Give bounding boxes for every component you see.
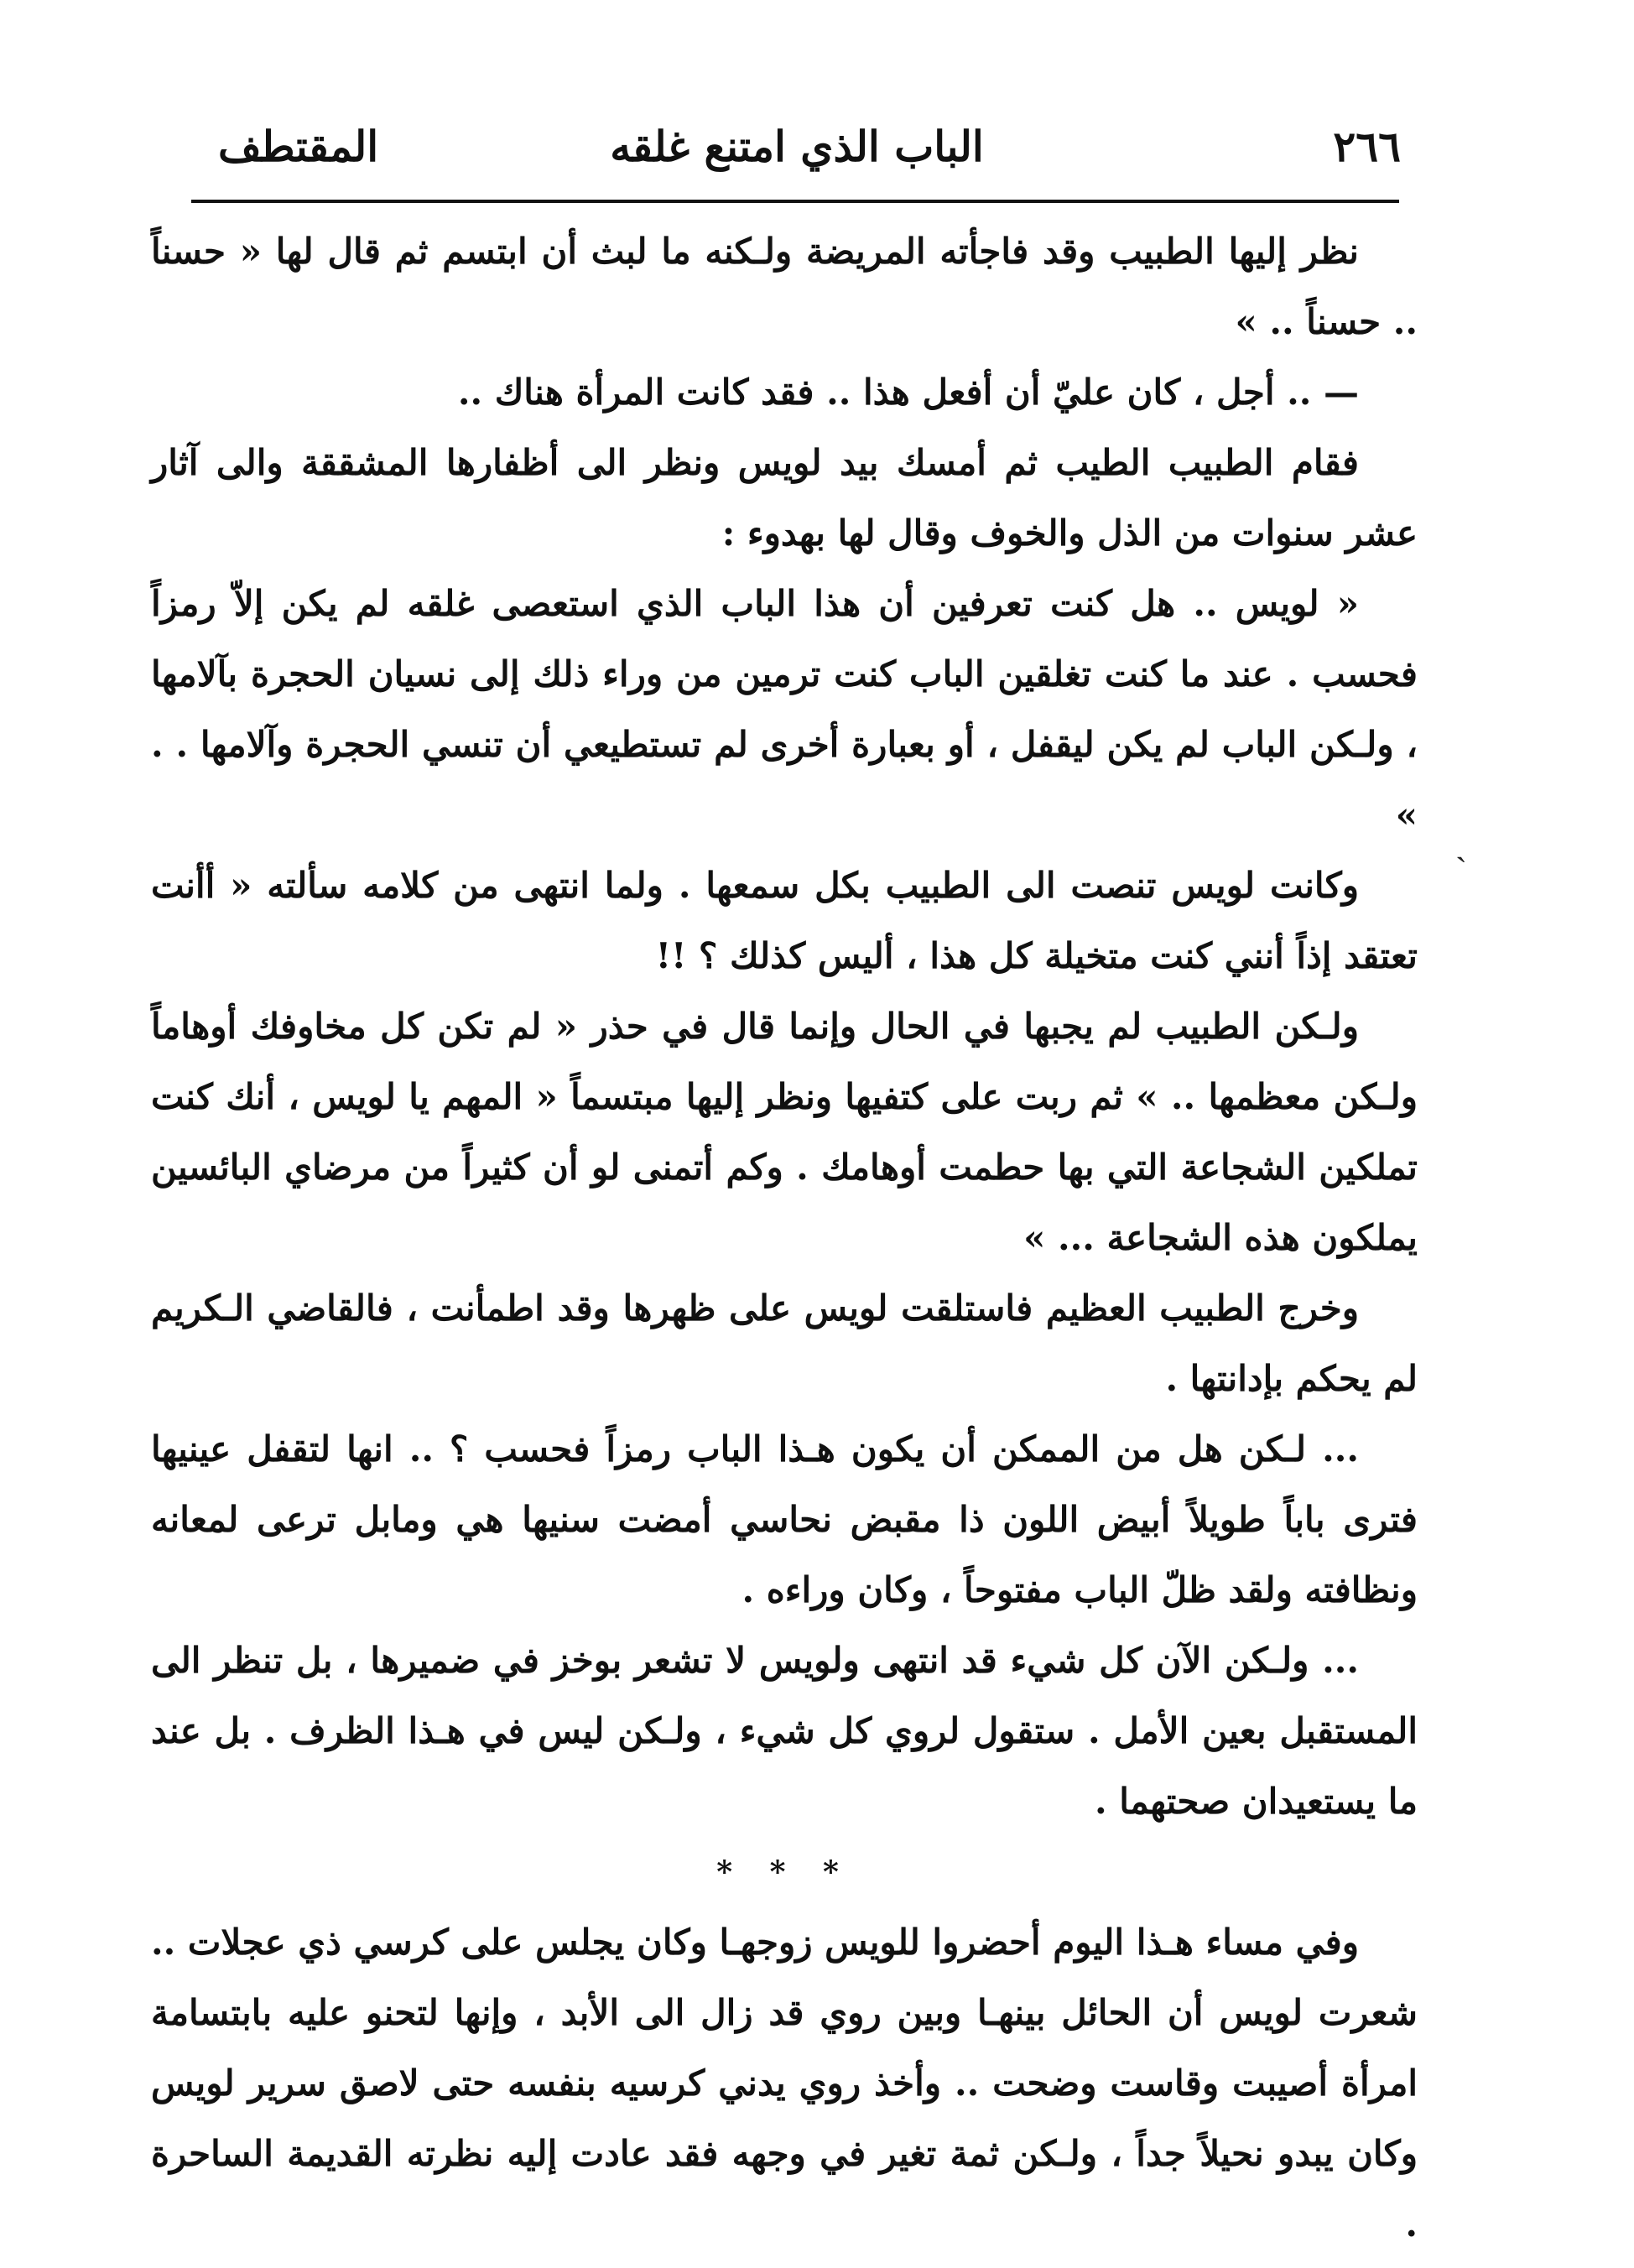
paragraph: ولـكن الطبيب لم يجبها في الحال وإنما قال في حذر « لم تكن كل مخاوفك أوهاماً ولـكن معظمها .. » ثم ربت على كتفيها ونظر إليها مبتسماً « المهم يا لويس ، أنك كنت تملكين الشجاعة التي بها حطمت أوهامك . وكم أتمنى لو أن كثيراً من مرضاي البائسين يملكون هذه الشجاعة ... » <box>151 1006 1418 1258</box>
margin-mark: ˎ <box>1455 822 1467 863</box>
chapter-title: الباب الذي امتنع غلقه <box>610 122 984 171</box>
journal-name: المقتطف <box>218 122 379 171</box>
paragraph: فقام الطبيب الطيب ثم أمسك بيد لويس ونظر الى أظفارها المشققة والى آثار عشر سنوات من الذل والخوف وقال لها بهدوء : <box>151 442 1418 554</box>
paragraph: ... ولـكن الآن كل شيء قد انتهى ولويس لا تشعر بوخز في ضميرها ، بل تنظر الى المستقبل بعين الأمل . ستقول لروي كل شيء ، ولـكن ليس في هـذا الظرف . بل عند ما يستعيدان صحتهما . <box>151 1640 1418 1822</box>
section-divider: * * * <box>716 1854 852 1890</box>
paragraph: وكانت لويس تنصت الى الطبيب بكل سمعها . ولما انتهى من كلامه سألته « أأنت تعتقد إذاً أنني كنت متخيلة كل هذا ، أليس كذلك ؟ !! <box>151 865 1418 976</box>
body-text <box>151 216 1418 2260</box>
header-rule <box>191 200 1399 203</box>
paragraph: وخرج الطبيب العظيم فاستلقت لويس على ظهرها وقد اطمأنت ، فالقاضي الـكريم لم يحكم بإدانتها . <box>151 1287 1418 1399</box>
paragraph: ... لـكن هل من الممكن أن يكون هـذا الباب رمزاً فحسب ؟ .. انها لتقفل عينيها فترى باباً طويلاً أبيض اللون ذا مقبض نحاسي أمضت سنيها هي ومابل ترعى لمعانه ونظافته ولقد ظلّ الباب مفتوحاً ، وكان وراءه . <box>151 1428 1418 1610</box>
paragraph: نظر إليها الطبيب وقد فاجأته المريضة ولـكنه ما لبث أن ابتسم ثم قال لها « حسناً .. حسناً .. » <box>151 231 1418 342</box>
paragraph: — .. أجل ، كان عليّ أن أفعل هذا .. فقد كانت المرأة هناك .. <box>457 372 1359 413</box>
paragraph: « لويس .. هل كنت تعرفين أن هذا الباب الذي استعصى غلقه لم يكن إلاّ رمزاً فحسب . عند ما كنت تغلقين الباب كنت ترمين من وراء ذلك إلى نسيان الحجرة بآلامها ، ولـكن الباب لم يكن ليقفل ، أو بعبارة أخرى لم تستطيعي أن تنسي الحجرة وآلامها . . » <box>151 583 1418 835</box>
paragraph: وفي مساء هـذا اليوم أحضروا للويس زوجهـا وكان يجلس على كرسي ذي عجلات .. شعرت لويس أن الحائل بينهـا وبين روي قد زال الى الأبد ، وإنها لتحنو عليه بابتسامة امرأة أصيبت وقاست وضحت .. وأخذ روي يدني كرسيه بنفسه حتى لاصق سرير لويس وكان يبدو نحيلاً جداً ، ولـكن ثمة تغير في وجهه فقد عادت إليه نظرته القديمة الساحرة . <box>151 1922 1418 2245</box>
page-header <box>193 117 1401 176</box>
page-number: ٢٦٦ <box>1333 122 1401 171</box>
